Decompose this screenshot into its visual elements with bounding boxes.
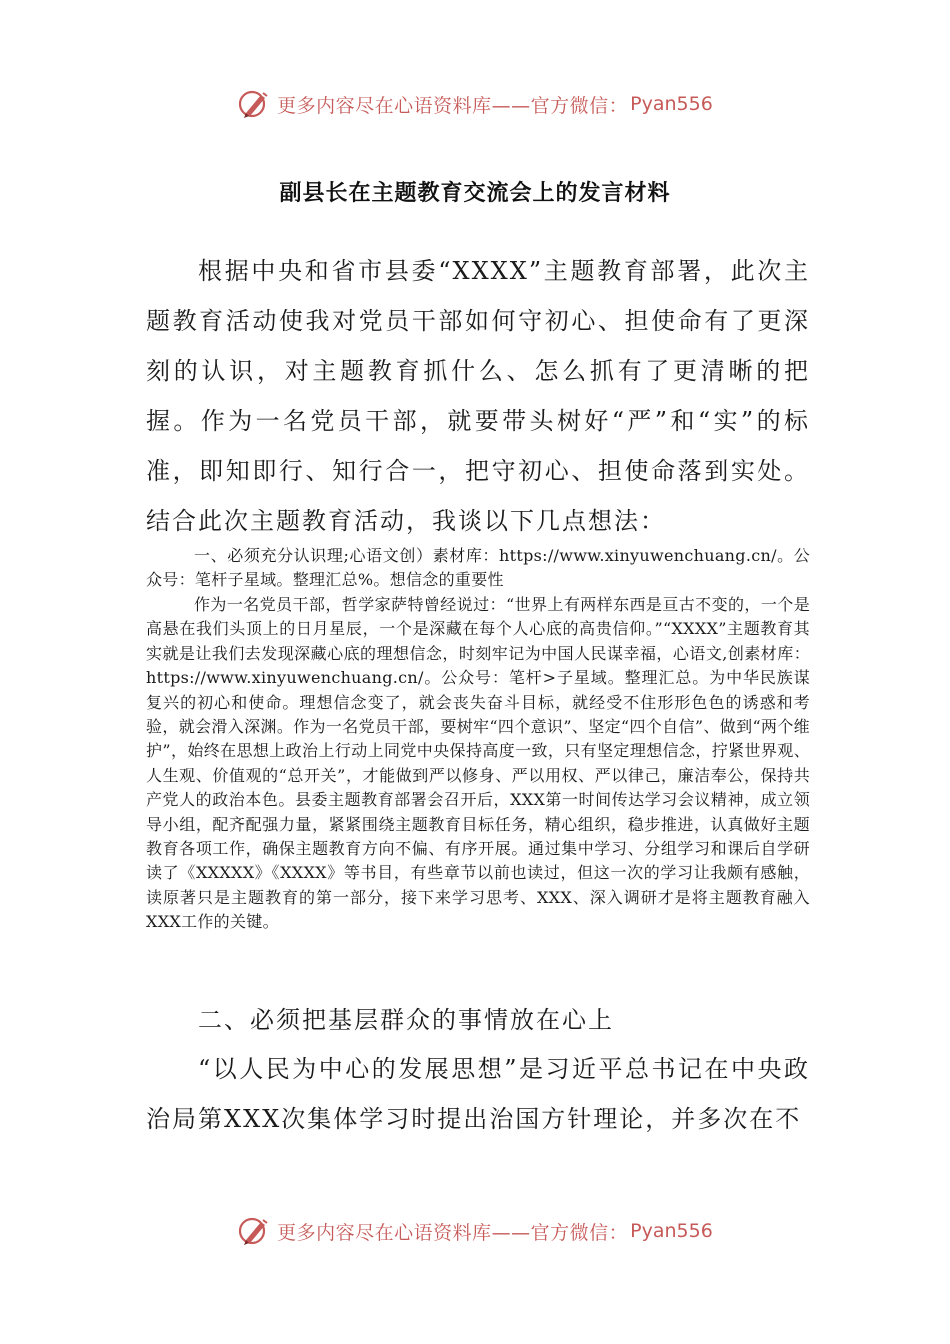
header-banner [0,84,950,124]
document-title: 副县长在主题教育交流会上的发言材料 [279,181,671,206]
banner-text: 更多内容尽在心语资料库——官方微信： [277,94,629,117]
banner-text: 更多内容尽在心语资料库——官方微信： [277,1221,629,1244]
section2-paragraph: “以人民为中心的发展思想”是习近平总书记在中央政治局第XXX次集体学习时提出治国方针理论，并多次在不 [146,1055,810,1133]
section1-body [146,593,810,935]
banner-wechat-id: Pyan556 [630,93,713,115]
pen-logo-icon [237,1214,271,1248]
section1-text: “世界上有两样东西是亘古不变的，一个是高悬在我们头顶上的日月星辰，一个是深藏在每个人心底的高贵信仰。”“XXXX”主题教育其实就是让我们去发现深藏心底的理想信念，时刻牢记为中国人民谋幸福，心语文,创素材库：https://www.xinyuwenchuang.cn/。公众号：笔杆>子星域。整理汇总。为中华民族谋复兴的初心和使命。理想信念变了，就会丧失奋斗目标，就经受不住形形色色的诱惑和考验，就会滑入深渊。作为一名党员干部，要树牢“四个意识”、坚定“四个自信”、做到“两个维护”，始终在思想上政治上行动上同党中央保持高度一致，只有坚定理想信念，拧紧世界观、人生观、价值观的“总开关”，才能做到严以修身、严以用权、严以律己，廉洁奉公，保持共产党人的政治本色。县委主题教育部署会召开后，XXX第一时间传达学习会议精神，成立领导小组，配齐配强力量，紧紧围绕主题教育目标任务，精心组织，稳步推进，认真做好主题教育各项工作，确保主题教育方向不偏、有序开展。通过集中学习、分组学习和课后自学研读了《XXXXX》《XXXX》等书目，有些章节以前也读过，但这一次的学习让我颇有感触，读原著只是主题教育的第一部分，接下来学习思考、XXX、深入调研才是将主题教育融入XXX工作的关键。 [146,595,810,932]
banner-wechat-id: Pyan556 [630,1220,713,1242]
pen-logo-icon [237,87,271,121]
intro-paragraph: 根据中央和省市县委“XXXX”主题教育部署，此次主题教育活动使我对党员干部如何守初心、担使命有了更深刻的认识，对主题教育抓什么、怎么抓有了更清晰的把握。作为一名党员干部，就要带头树好“严”和“实”的标准，即知即行、知行合一，把守初心、担使命落到实处。结合此次主题教育活动，我谈以下几点想法： [146,257,810,535]
section1-lead: 作为一名党员干部，哲学家萨特曾经说过： [194,595,506,614]
footer-banner [0,1211,950,1251]
section1-heading: 一、必须充分认识理;心语文创）素材库：https://www.xinyuwenchuang.cn/。公众号：笔杆子星域。整理汇总%。想信念的重要性 [146,546,810,590]
section2-heading: 二、必须把基层群众的事情放在心上 [198,1006,614,1034]
